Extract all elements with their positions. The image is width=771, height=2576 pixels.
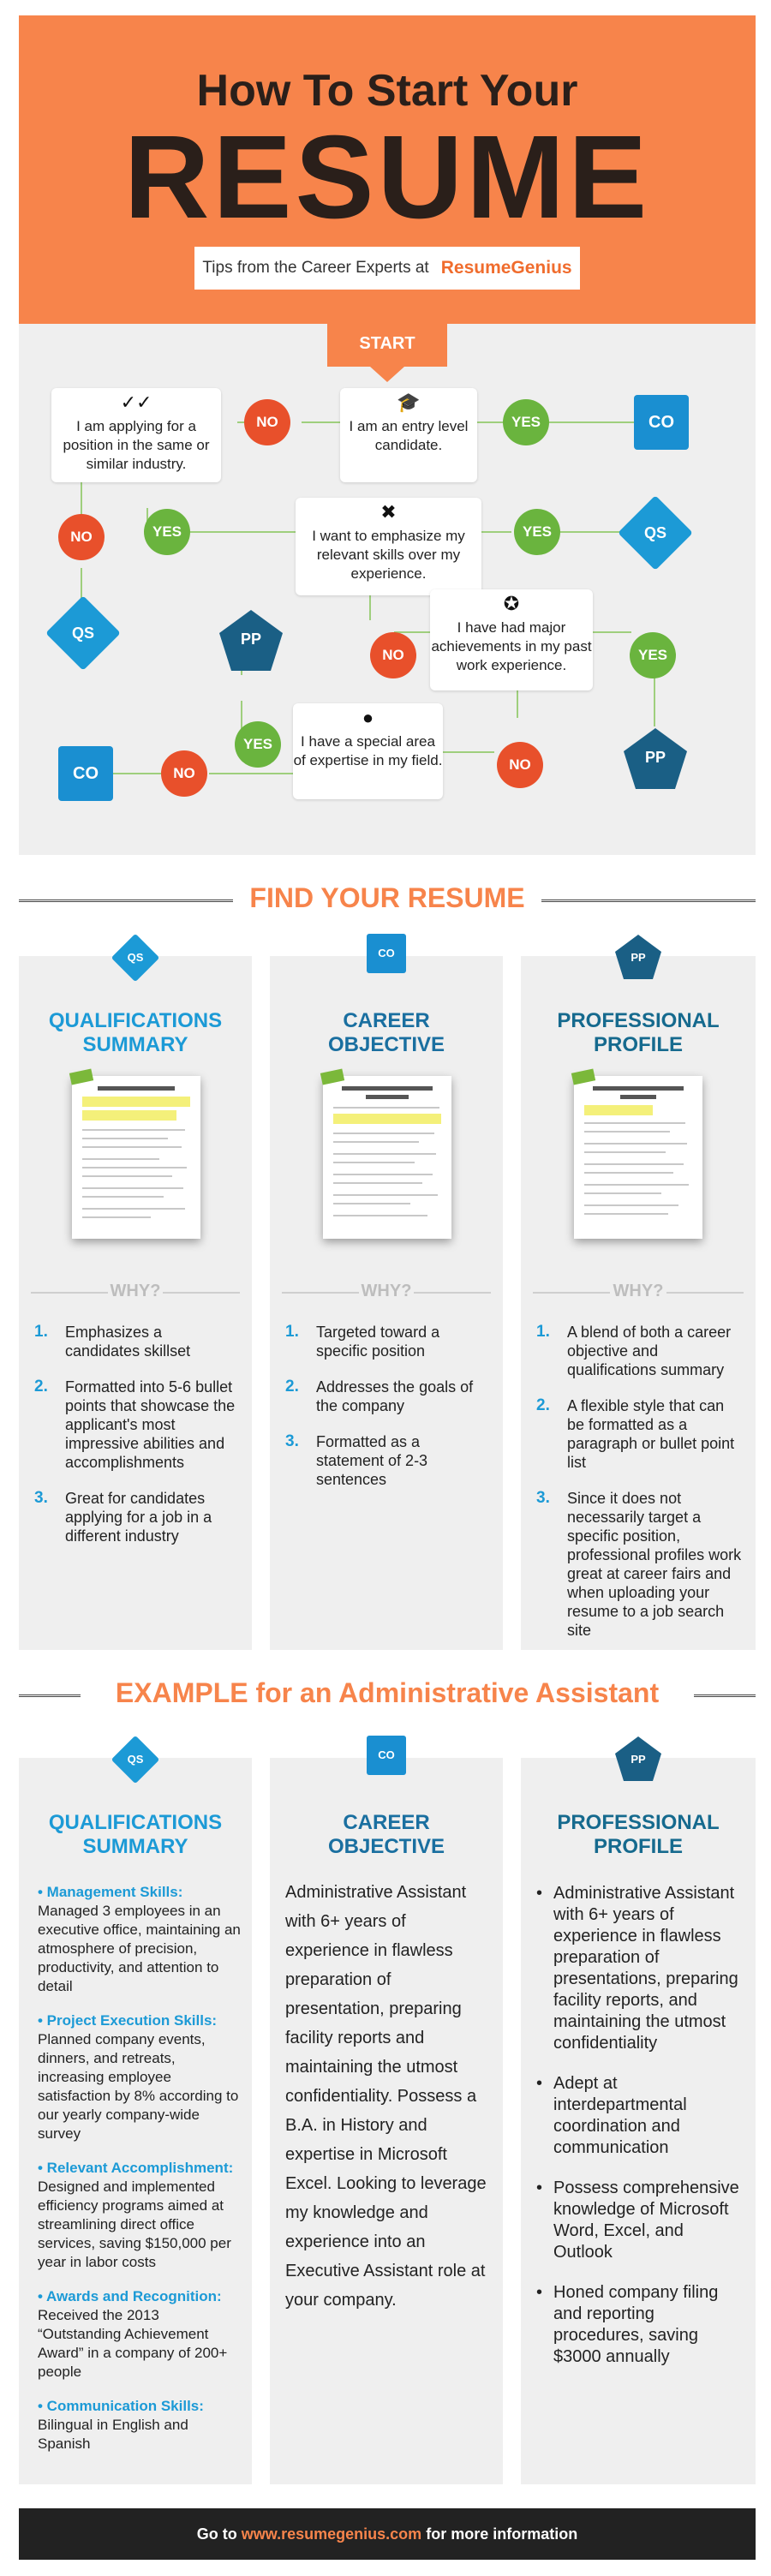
list-number: 1. (536, 1323, 550, 1341)
list-number: 1. (285, 1323, 299, 1341)
list-item (38, 2159, 243, 2272)
qs-example-list (38, 1883, 243, 2469)
qs-info-card (19, 951, 252, 1650)
no-node: NO (161, 750, 207, 797)
question-special-expertise-text: I have a special area of expertise in my field. (293, 733, 443, 768)
footer-post-text: for more information (426, 2525, 578, 2543)
list-item (536, 1323, 744, 1379)
co-example-title-1: CAREER (343, 1811, 430, 1834)
question-entry-level (340, 388, 477, 482)
qs-example-title-2: SUMMARY (82, 1835, 188, 1858)
pp-sample-resume (574, 1076, 702, 1239)
no-node: NO (244, 399, 290, 445)
header-banner (19, 15, 756, 324)
co-card-title-1: CAREER (343, 1009, 430, 1032)
tips-bar (194, 247, 580, 290)
list-item (38, 1883, 243, 1996)
footer-link[interactable]: www.resumegenius.com (241, 2525, 422, 2543)
list-item-text: A blend of both a career objective and qualifications summary (567, 1324, 732, 1378)
person-icon: ● (362, 707, 374, 728)
co-badge-label: CO (378, 947, 395, 959)
why-label: WHY? (110, 1282, 161, 1300)
list-number: 3. (34, 1489, 48, 1507)
list-item: • Administrative Assistant with 6+ years of experience in flawless preparation of presentations, preparing facility reports, and maintaining the utmost confidentiality (535, 1883, 744, 2054)
list-item (536, 1396, 744, 1472)
list-item (38, 2287, 243, 2382)
list-item-text: Addresses the goals of the company (316, 1378, 474, 1414)
co-example-title-2: OBJECTIVE (327, 1835, 445, 1858)
why-heading (19, 1282, 252, 1301)
qs-sample-resume (72, 1076, 200, 1239)
list-item (38, 2011, 243, 2143)
tips-text: Tips from the Career Experts at (202, 259, 429, 277)
list-item (285, 1432, 491, 1489)
pp-card-title-2: PROFILE (593, 1033, 683, 1056)
why-heading (521, 1282, 756, 1301)
qs-badge-label: QS (127, 951, 144, 964)
qs-node-label: QS (643, 524, 666, 541)
yes-node: YES (514, 509, 560, 555)
co-card-title-2: OBJECTIVE (327, 1033, 445, 1056)
skill-heading: • Management Skills: (38, 1884, 183, 1900)
pp-node (218, 608, 284, 673)
skill-heading: • Awards and Recognition: (38, 2288, 222, 2304)
list-number: 3. (285, 1432, 299, 1450)
footer-pre-text: Go to (196, 2525, 237, 2543)
skill-heading: • Communication Skills: (38, 2398, 204, 2414)
co-example-title (270, 1811, 503, 1859)
qs-example-card (19, 1753, 252, 2484)
tools-icon: ✖ (380, 501, 397, 523)
qs-node (57, 607, 110, 660)
no-node: NO (370, 632, 416, 678)
co-sample-resume (323, 1076, 451, 1239)
list-item (285, 1378, 491, 1415)
skill-body: Planned company events, dinners, and retreats, increasing employee satisfaction by 8% according to our yearly company-wide survey (38, 2031, 239, 2142)
pp-node-label: PP (644, 749, 666, 766)
question-similar-industry-text: I am applying for a position in the same or similar industry. (63, 418, 210, 472)
qs-card-title (19, 1009, 252, 1057)
find-your-resume-title (19, 882, 756, 917)
skill-body: Managed 3 employees in an executive office, maintaining an atmosphere of precision, productivity, and attention to detail (38, 1903, 241, 1994)
title-line-2: RESUME (123, 111, 651, 243)
pp-example-title (521, 1811, 756, 1859)
qs-card-title-2: SUMMARY (82, 1033, 188, 1056)
pp-example-title-2: PROFILE (593, 1835, 683, 1858)
co-info-card (270, 947, 503, 1650)
no-node: NO (497, 742, 543, 788)
co-why-list (285, 1323, 491, 1506)
question-major-achievements-text: I have had major achievements in my past work experience. (431, 619, 592, 673)
co-badge (367, 1736, 406, 1775)
pp-example-card (521, 1753, 756, 2484)
title-rule (541, 900, 756, 902)
yes-node: YES (503, 399, 549, 445)
list-number: 2. (285, 1378, 299, 1396)
co-node: CO (634, 395, 689, 450)
question-major-achievements (430, 589, 593, 690)
title-line-1: How To Start Your (196, 66, 578, 116)
skill-body: Bilingual in English and Spanish (38, 2417, 188, 2452)
qs-node (629, 506, 682, 559)
qs-badge-label: QS (127, 1753, 144, 1766)
pp-badge (614, 1736, 662, 1782)
list-item-text: Formatted into 5-6 bullet points that showcase the applicant's most impressive abilities and accomplishments (65, 1378, 236, 1471)
flowchart (19, 324, 756, 855)
pp-node (622, 726, 689, 792)
pp-info-card (521, 951, 756, 1650)
co-card-title (270, 1009, 503, 1057)
brand-logo-a: Resume (440, 258, 511, 278)
pp-node-label: PP (240, 631, 261, 648)
pp-badge-label: PP (631, 951, 646, 964)
skill-heading: • Relevant Accomplishment: (38, 2160, 234, 2176)
list-item (34, 1378, 240, 1472)
pp-why-list (536, 1323, 744, 1657)
yes-node: YES (630, 632, 676, 678)
list-item: • Honed company filing and reporting procedures, saving $3000 annually (535, 2282, 744, 2368)
co-example-card (270, 1748, 503, 2484)
list-item (34, 1323, 240, 1360)
skill-heading: • Project Execution Skills: (38, 2012, 218, 2029)
list-number: 2. (536, 1396, 550, 1414)
list-item (38, 2397, 243, 2453)
qs-example-title (19, 1811, 252, 1859)
question-special-expertise (293, 703, 443, 799)
list-item-text: Since it does not necessarily target a specific position, professional profiles work great at career fairs and when uploading your resume to a job search site (567, 1490, 742, 1639)
why-heading (270, 1282, 503, 1301)
co-badge (367, 934, 406, 973)
list-item: • Possess comprehensive knowledge of Microsoft Word, Excel, and Outlook (535, 2178, 744, 2263)
pp-example-list (535, 1883, 744, 2387)
pp-example-title-1: PROFESSIONAL (557, 1811, 720, 1834)
qs-why-list (34, 1323, 240, 1563)
example-title (19, 1677, 756, 1712)
list-item: • Adept at interdepartmental coordination and communication (535, 2073, 744, 2159)
pp-badge (614, 934, 662, 980)
list-number: 3. (536, 1489, 550, 1507)
list-item-text: Great for candidates applying for a job in a different industry (65, 1490, 212, 1545)
double-check-icon: ✓✓ (120, 391, 152, 413)
qs-badge (118, 941, 152, 975)
qs-example-title-1: QUALIFICATIONS (48, 1811, 223, 1834)
footer-bar (19, 2508, 756, 2560)
list-item-text: Formatted as a statement of 2-3 sentences (316, 1433, 428, 1488)
pp-card-title (521, 1009, 756, 1057)
question-emphasize-skills (296, 498, 481, 595)
brand-logo-b: Genius (511, 258, 572, 278)
find-your-resume-text: FIND YOUR RESUME (249, 882, 525, 913)
list-item-text: A flexible style that can be formatted as a paragraph or bullet point list (567, 1397, 735, 1471)
list-item (536, 1489, 744, 1640)
qs-card-title-1: QUALIFICATIONS (48, 1009, 223, 1032)
pp-card-title-1: PROFESSIONAL (557, 1009, 720, 1032)
skill-body: Received the 2013 “Outstanding Achievement Award” in a company of 200+ people (38, 2307, 228, 2380)
title-rule (694, 1694, 756, 1697)
qs-node-label: QS (71, 625, 94, 642)
title-rule (19, 1694, 81, 1697)
yes-node: YES (235, 721, 281, 768)
no-node: NO (58, 514, 105, 560)
co-example-text: Administrative Assistant with 6+ years of experience in flawless preparation of presentation, preparing facility reports and maintaining the utmost confidentiality. Possess a B.A. in History and expertise in Microsoft Excel. Looking to leverage my knowledge and experience into an Executive Assistant role at your company. (285, 1883, 487, 2310)
question-similar-industry (51, 388, 221, 482)
graduation-cap-icon: 🎓 (397, 391, 421, 413)
why-label: WHY? (361, 1282, 412, 1300)
list-item-text: Targeted toward a specific position (316, 1324, 440, 1360)
co-node: CO (58, 746, 113, 801)
yes-node: YES (144, 509, 190, 555)
why-label: WHY? (613, 1282, 664, 1300)
list-item (34, 1489, 240, 1545)
skill-body: Designed and implemented efficiency programs aimed at streamlining direct office services, saving $150,000 per year in labor costs (38, 2179, 231, 2270)
list-number: 2. (34, 1378, 48, 1396)
example-title-text: EXAMPLE for an Administrative Assistant (115, 1677, 660, 1708)
award-ribbon-icon: ✪ (503, 593, 520, 614)
pp-badge-label: PP (631, 1753, 646, 1766)
question-entry-level-text: I am an entry level candidate. (349, 418, 469, 453)
co-badge-label: CO (378, 1748, 395, 1761)
list-item-text: Emphasizes a candidates skillset (65, 1324, 191, 1360)
brand-logo (441, 258, 572, 278)
question-emphasize-skills-text: I want to emphasize my relevant skills over my experience. (312, 528, 465, 582)
title-rule (19, 900, 233, 902)
list-number: 1. (34, 1323, 48, 1341)
list-item (285, 1323, 491, 1360)
qs-badge (118, 1742, 152, 1777)
start-tab: START (327, 324, 447, 367)
